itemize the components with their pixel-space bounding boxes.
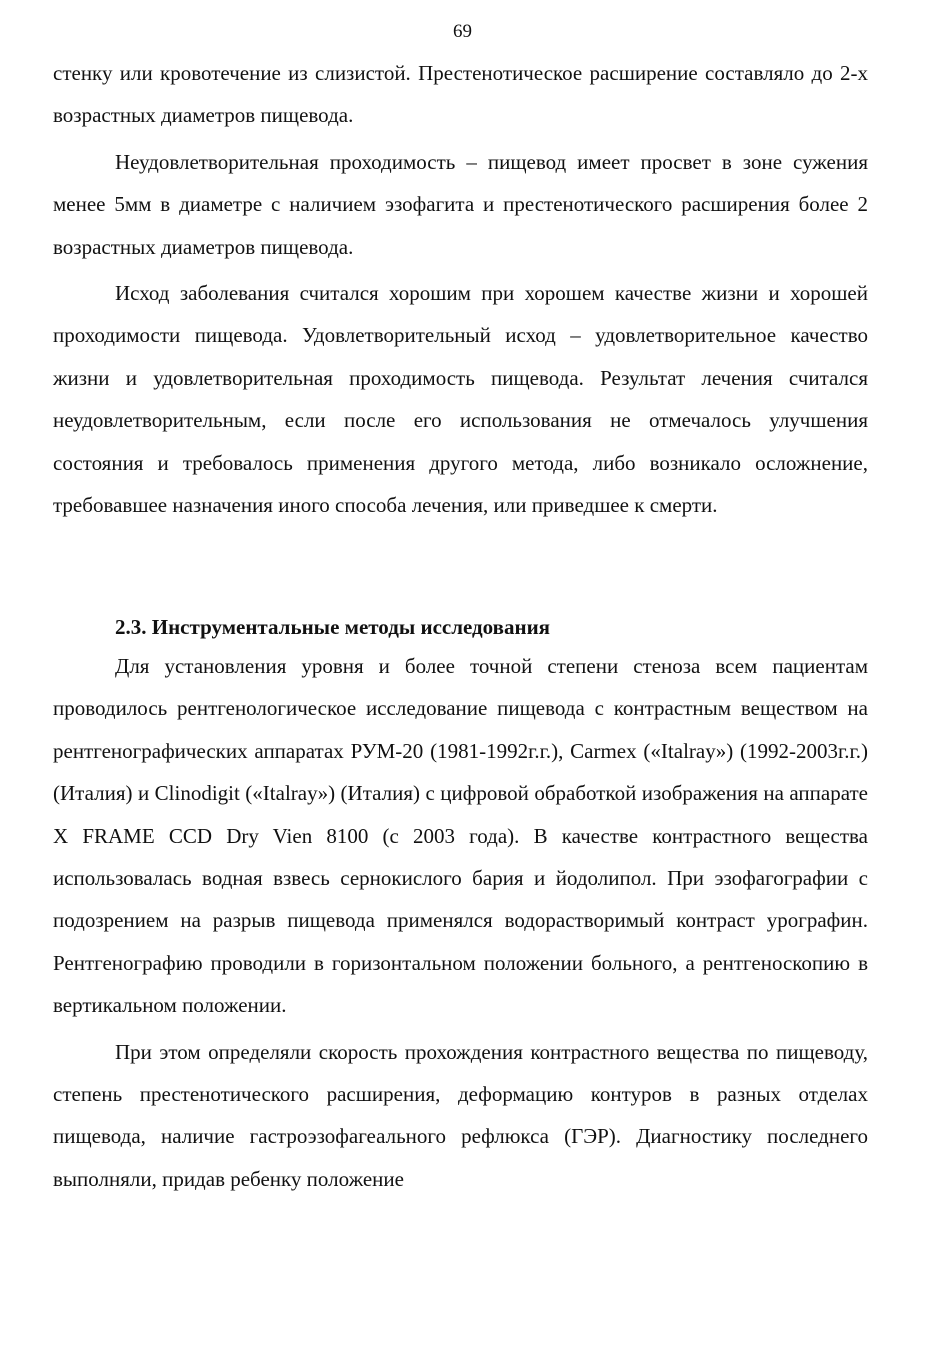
page-number: 69: [453, 21, 472, 42]
section-heading: 2.3. Инструментальные методы исследования: [115, 615, 551, 639]
paragraph-xray-parameters: При этом определяли скорость прохождения контрастного вещества по пищеводу, степень престенотического расширения, деформацию контуров в разных отделах пищевода, наличие гастроэзофагеального рефлюкса (ГЭР). Диагностику последнего выполняли, придав ребенку положение: [53, 1039, 868, 1191]
text-block-top: [53, 52, 868, 526]
paragraph-continuation: стенку или кровотечение из слизистой. Престенотическое расширение составляло до 2-х возрастных диаметров пищевода.: [53, 61, 868, 128]
paragraph-unsatisfactory-patency: Неудовлетворительная проходимость – пищевод имеет просвет в зоне сужения менее 5мм в диаметре с наличием эзофагита и престенотического расширения более 2 возрастных диаметров пищевода.: [53, 149, 868, 259]
paragraph-xray-methods: Для установления уровня и более точной степени стеноза всем пациентам проводилось рентгенологическое исследование пищевода с контрастным веществом на рентгенографических аппаратах РУМ-20 (1981-1992г.г.), Carmex («Italray») (1992-2003г.г.) (Италия) и Clinodigit («Italray») (Италия) с цифровой обработкой изображения на аппарате X FRAME CCD Dry Vien 8100 (с 2003 года). В качестве контрастного вещества использовалась водная взвесь сернокислого бария и йодолипол. При эзофагографии с подозрением на разрыв пищевода применялся водорастворимый контраст урографин. Рентгенографию проводили в горизонтальном положении больного, а рентгеноскопию в вертикальном положении.: [53, 654, 868, 1018]
text-block-section: [53, 645, 868, 1200]
paragraph-outcome-criteria: Исход заболевания считался хорошим при хорошем качестве жизни и хорошей проходимости пищевода. Удовлетворительный исход – удовлетворительное качество жизни и удовлетворительная проходимость пищевода. Результат лечения считался неудовлетворительным, если после его использования не отмечалось улучшения состояния и требовалось применения другого метода, либо возникало осложнение, требовавшее назначения иного способа лечения, или приведшее к смерти.: [53, 281, 868, 518]
